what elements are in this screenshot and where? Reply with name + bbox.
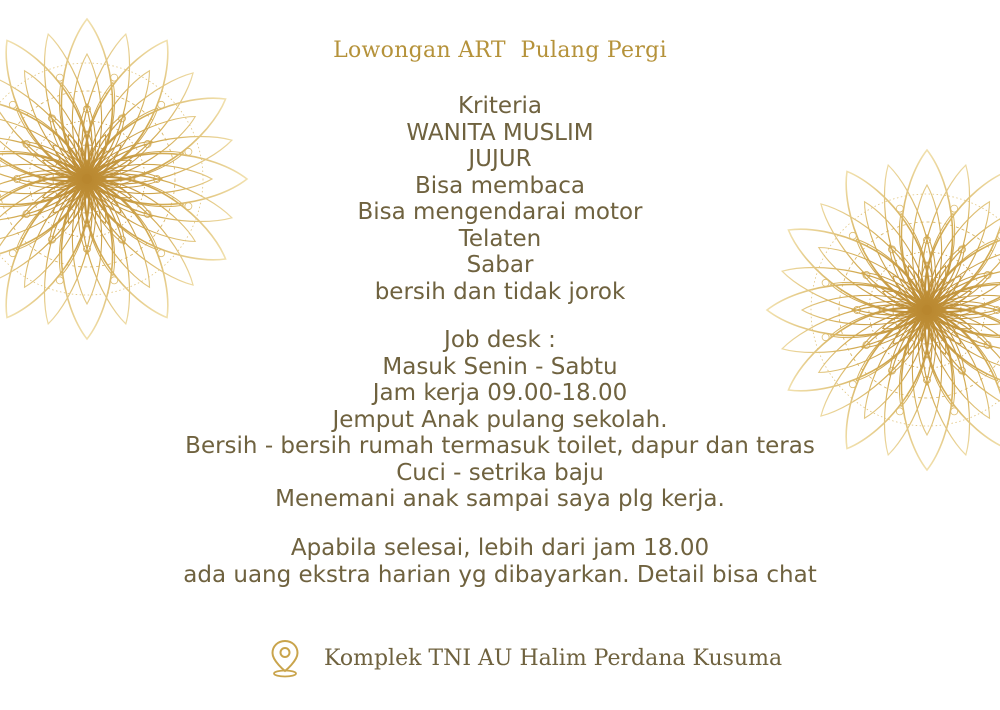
page-title: Lowongan ART Pulang Pergi (333, 38, 667, 63)
job-desk-item: Jemput Anak pulang sekolah. (332, 406, 668, 433)
job-desk-item: Jam kerja 09.00-18.00 (372, 380, 628, 406)
job-desk-section (0, 327, 1000, 513)
job-desk-item: Masuk Senin - Sabtu (382, 353, 618, 380)
job-desk-item: Menemani anak sampai saya plg kerja. (275, 486, 725, 512)
extra-pay-line: Apabila selesai, lebih dari jam 18.00 (290, 535, 710, 561)
criteria-section (0, 93, 1000, 305)
job-desk-item: Bersih - bersih rumah termasuk toilet, dapur dan teras (185, 433, 815, 459)
job-desk-heading: Job desk : (444, 327, 556, 353)
criteria-heading: Kriteria (457, 93, 543, 119)
criteria-item: bersih dan tidak jorok (374, 278, 626, 305)
location-text: Komplek TNI AU Halim Perdana Kusuma (324, 645, 783, 671)
criteria-item: Bisa membaca (415, 172, 585, 199)
mandala-stroke (111, 74, 118, 81)
mandala-stroke (922, 305, 932, 315)
job-desk-item: Cuci - setrika baju (396, 459, 604, 486)
criteria-item: WANITA MUSLIM (406, 119, 594, 146)
mandala-stroke (56, 74, 63, 81)
location-row (268, 636, 782, 680)
criteria-item: Telaten (458, 225, 542, 252)
criteria-item: JUJUR (468, 146, 532, 172)
location-pin-icon (268, 638, 302, 678)
criteria-item: Bisa mengendarai motor (357, 199, 643, 225)
extra-pay-line: ada uang ekstra harian yg dibayarkan. Detail bisa chat (183, 561, 817, 588)
criteria-item: Sabar (466, 252, 534, 278)
extra-pay-section (0, 535, 1000, 588)
